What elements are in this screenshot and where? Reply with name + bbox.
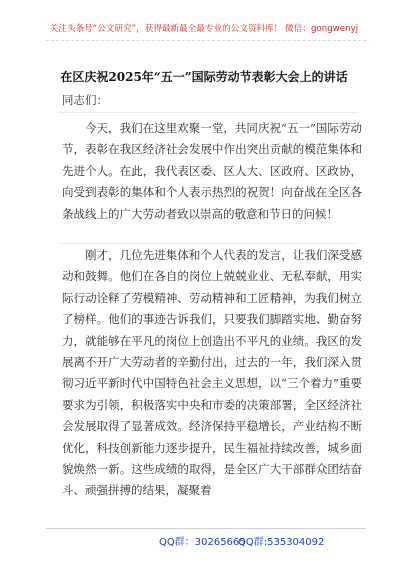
qq-group-link-1[interactable]: QQ群：30265665 — [159, 537, 246, 548]
qq-group-link-2[interactable]: QQ群:535304092 — [238, 537, 325, 548]
paragraph-2: 刚才，几位先进集体和个人代表的发言，让我们深受感动和鼓舞。他们在各自的岗位上兢兢业业、无私奉献，用实际行动诠释了劳模精神、劳动精神和工匠精神，为我们树立了榜样。他们的事迹告诉我们，只要我们脚踏实地、勤奋努力，就能够在平凡的岗位上创造出不平凡的业绩。我区的发展离不开广大劳动者的辛勤付出，过去的一年，我们深入贯彻习近平新时代中国特色社会主义思想，以“三个着力”重要要求为引领，积极落实中央和市委的决策部署，全区经济社会发展取得了显著成效。经济保持平稳增长，产业结构不断优化，科技创新能力逐步提升，民生福祉持续改善，城乡面貌焕然一新。这些成绩的取得，是全区广大干部群众团结奋斗、顽强拼搏的结果，凝聚着 — [62, 248, 362, 498]
paragraph-1: 今天，我们在这里欢聚一堂，共同庆祝“五一”国际劳动节，表彰在我区经济社会发展中作出突出贡献的模范集体和先进个人。在此，我代表区委、区人大、区政府、区政协，向受到表彰的集体和个人表示热烈的祝贺！向奋战在全区各条战线上的广大劳动者致以崇高的敬意和节日的问候！ — [62, 121, 362, 221]
header-banner: 关注头条号“公文研究”，获得最新最全最专业的公文资料库！ 微信：gongwenyj — [49, 24, 359, 34]
salutation-divider — [58, 112, 358, 113]
document-title: 在区庆祝2025年“五一”国际劳动节表彰大会上的讲话 — [60, 70, 348, 84]
footer-divider — [46, 528, 366, 529]
salutation: 同志们： — [62, 93, 108, 107]
header-divider — [46, 40, 366, 41]
paragraph-divider — [58, 243, 358, 244]
